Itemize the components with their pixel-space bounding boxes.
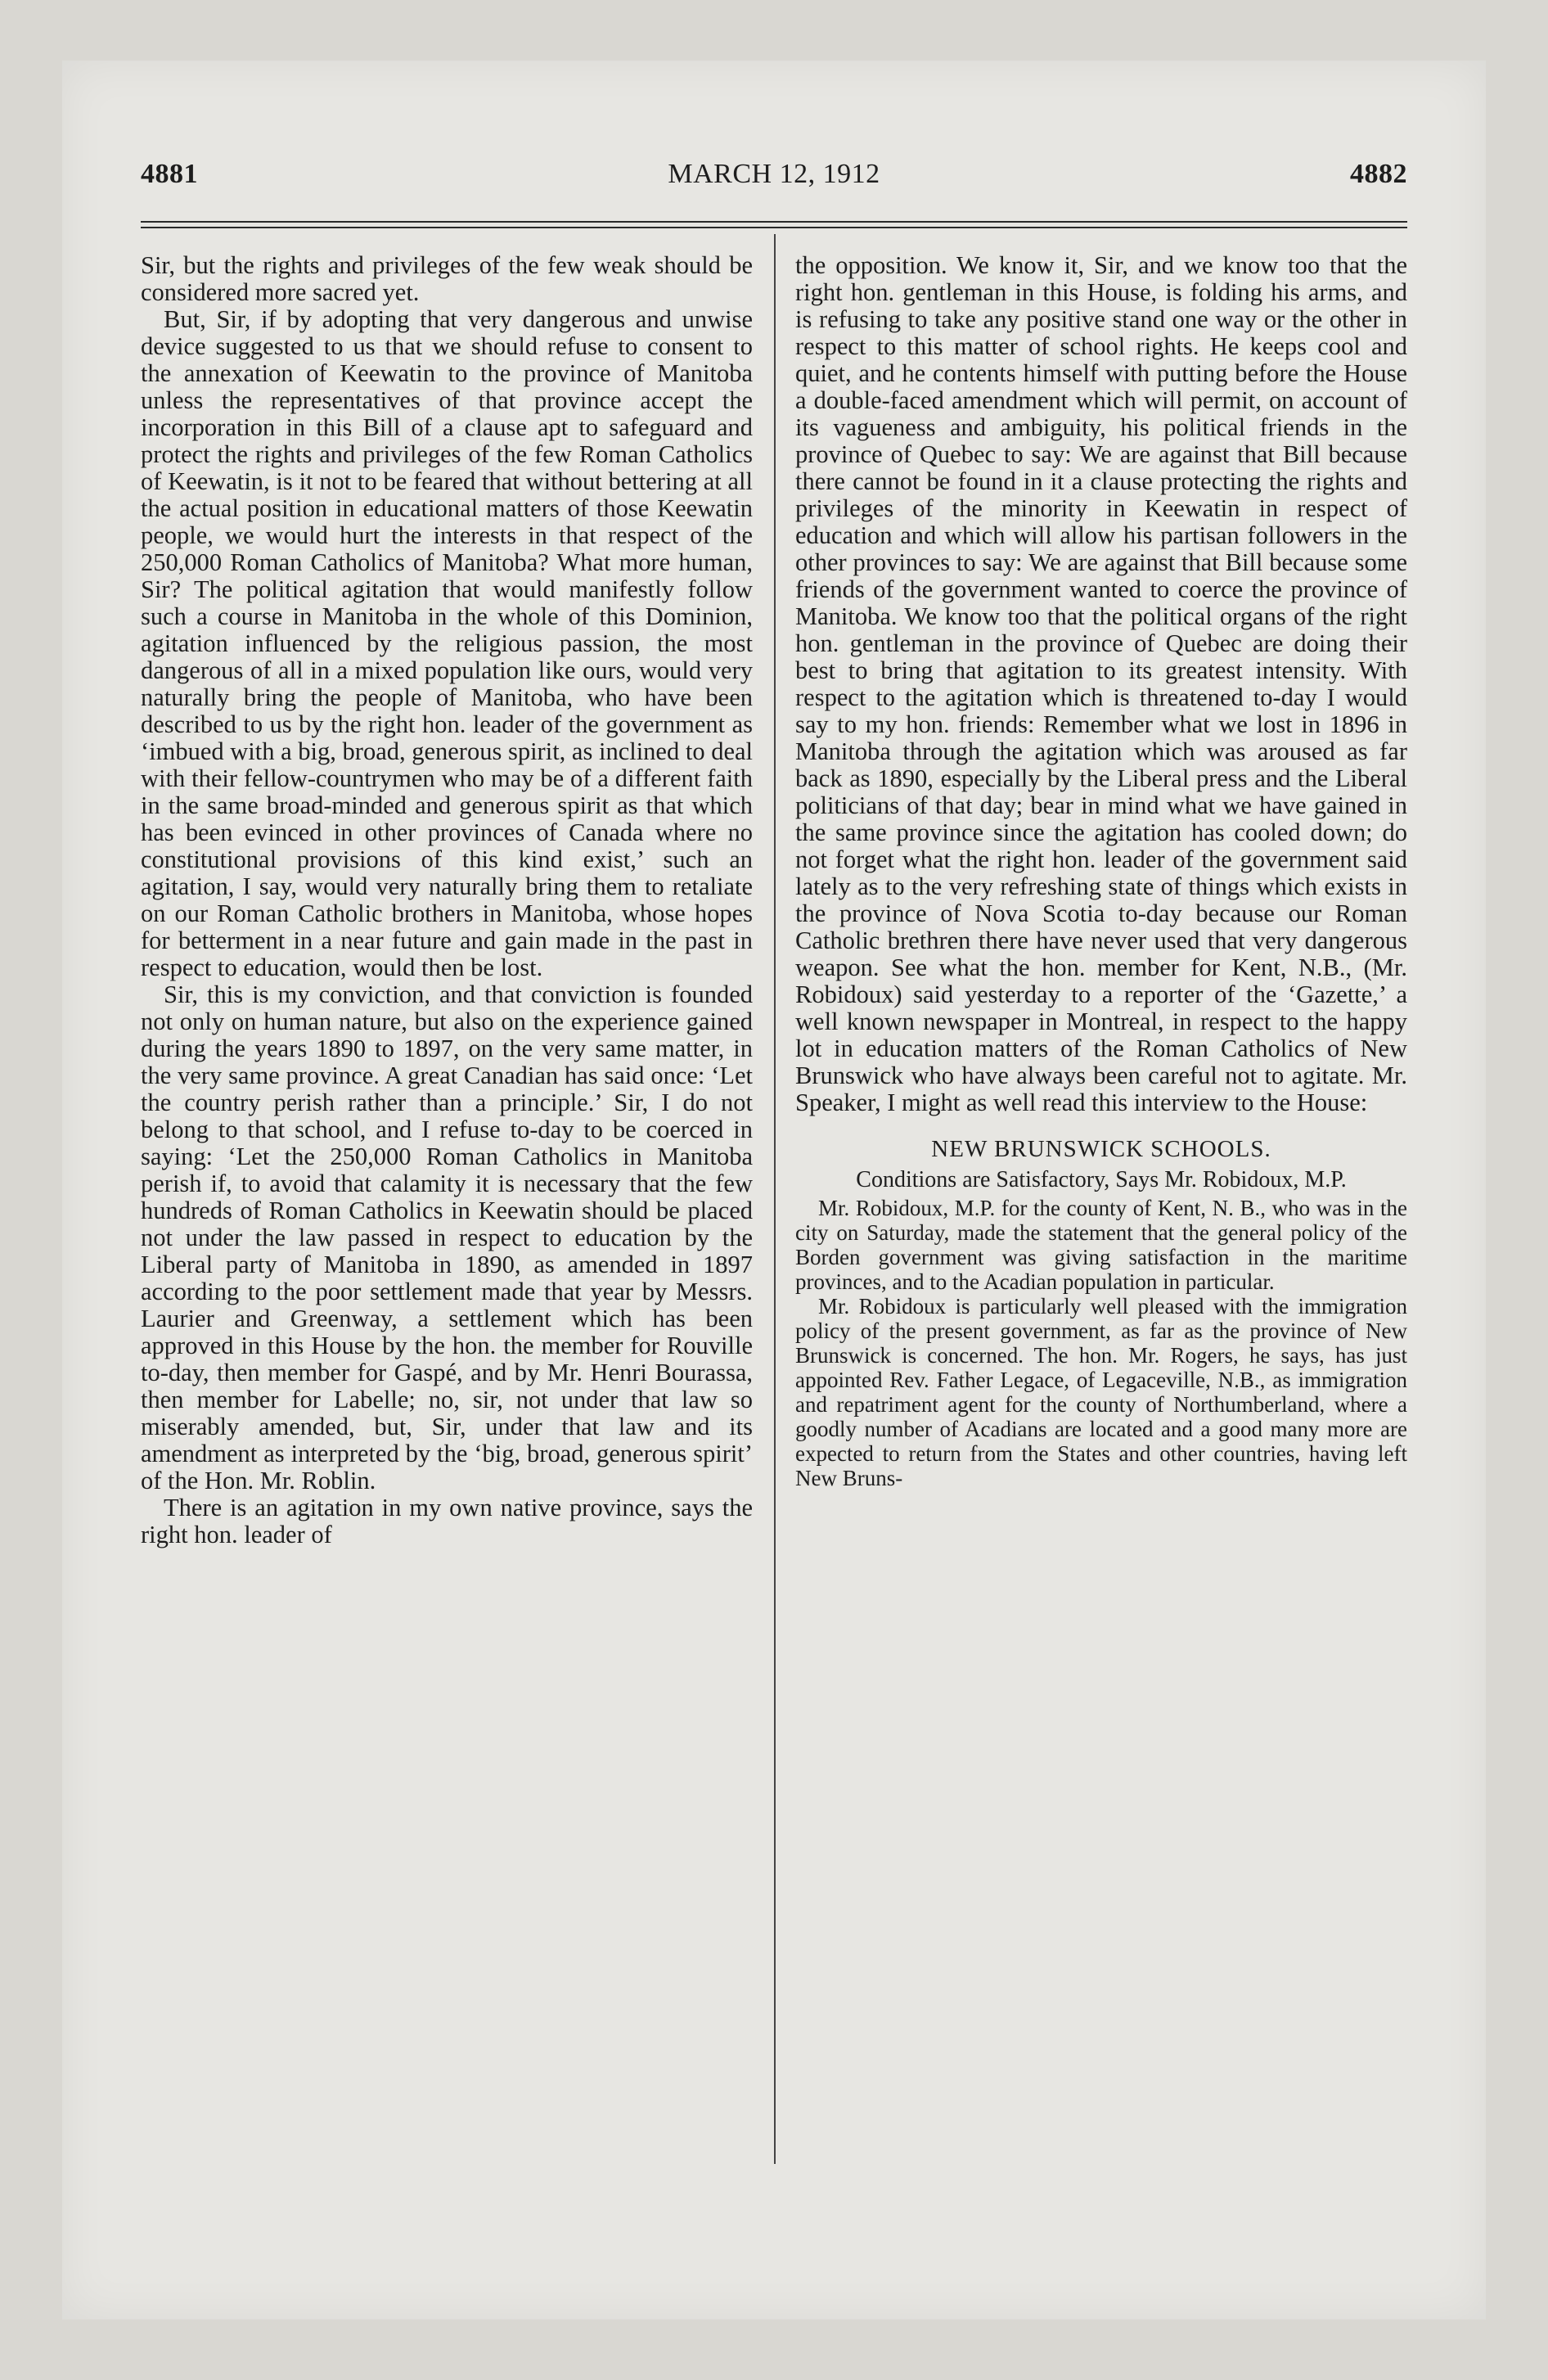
left-paragraph-1: Sir, but the rights and privileges of the few weak should be considered more sacred yet. [141, 251, 753, 306]
page-number-right: 4882 [1350, 159, 1407, 189]
right-paragraph-1: the opposition. We know it, Sir, and we know too that the right hon. gentleman in this House, is folding his arms, and is refusing to take any positive stand one way or the other in respect to this matter of school rights. He keeps cool and quiet, and he contents himself with putting before the House a double-faced amendment which will permit, on account of its vagueness and ambiguity, his political friends in the province of Quebec to say: We are against that Bill because there cannot be found in it a clause protecting the rights and privileges of the minority in Keewatin in respect of education and which will allow his partisan followers in the other provinces to say: We are against that Bill because some friends of the government wanted to coerce the province of Manitoba. We know too that the political organs of the right hon. gentleman in the province of Quebec are doing their best to bring that agitation to its greatest intensity. With respect to the agitation which is threatened to-day I would say to my hon. friends: Remember what we lost in 1896 in Manitoba through the agitation which was aroused as far back as 1890, especially by the Liberal press and the Liberal politicians of that day; bear in mind what we have gained in the same province since the agitation has cooled down; do not forget what the right hon. leader of the government said lately as to the very refreshing state of things which exists in the province of Nova Scotia to-day because our Roman Catholic brethren there have never used that very dangerous weapon. See what the hon. member for Kent, N.B., (Mr. Robidoux) said yesterday to a reporter of the ‘Gazette,’ a well known newspaper in Montreal, in respect to the happy lot in education matters of the Roman Catholics of New Brunswick who have always been careful not to agitate. Mr. Speaker, I might as well read this interview to the House: [795, 251, 1407, 1116]
clipping-title: NEW BRUNSWICK SCHOOLS. [931, 1136, 1271, 1162]
clipping-subtitle: Conditions are Satisfactory, Says Mr. Robidoux, M.P. [856, 1167, 1347, 1192]
left-column [141, 252, 753, 1548]
left-paragraph-4: There is an agitation in my own native province, says the right hon. leader of [141, 1494, 753, 1548]
page-number-left: 4881 [141, 159, 198, 189]
page-date: MARCH 12, 1912 [668, 159, 880, 189]
header-rule-bottom [141, 227, 1407, 228]
right-column [795, 252, 1407, 1490]
left-paragraph-2: But, Sir, if by adopting that very dangerous and unwise device suggested to us that we should refuse to consent to the annexation of Keewatin to the province of Manitoba unless the representatives of that province accept the incorporation in this Bill of a clause apt to safeguard and protect the rights and privileges of the few Roman Catholics of Keewatin, is it not to be feared that without bettering at all the actual position in educational matters of those Keewatin people, we would hurt the interests in that respect of the 250,000 Roman Catholics of Manitoba? What more human, Sir? The political agitation that would manifestly follow such a course in Manitoba in the whole of this Dominion, agitation influenced by the religious passion, the most dangerous of all in a mixed population like ours, would very naturally bring the people of Manitoba, who have been described to us by the right hon. leader of the government as ‘imbued with a big, broad, generous spirit, as inclined to deal with their fellow-countrymen who may be of a different faith in the same broad-minded and generous spirit as that which has been evinced in other provinces of Canada where no constitutional provisions of this kind exist,’ such an agitation, I say, would very naturally bring them to retaliate on our Roman Catholic brothers in Manitoba, whose hopes for betterment in a near future and gain made in the past in respect to education, would then be lost. [141, 305, 753, 981]
left-paragraph-3: Sir, this is my conviction, and that conviction is founded not only on human nature, but also on the experience gained during the years 1890 to 1897, on the very same matter, in the very same province. A great Canadian has said once: ‘Let the country perish rather than a principle.’ Sir, I do not belong to that school, and I refuse to-day to be coerced in saying: ‘Let the 250,000 Roman Catholics in Manitoba perish if, to avoid that calamity it is necessary that the few hundreds of Roman Catholics in Keewatin should be placed not under the law passed in respect to education by the Liberal party of Manitoba in 1890, as amended in 1897 according to the poor settlement made that year by Messrs. Laurier and Greenway, a settlement which has been approved in this House by the hon. the member for Rouville to-day, then member for Gaspé, and by Mr. Henri Bourassa, then member for Labelle; no, sir, not under that law so miserably amended, but, Sir, under that law and its amendment as interpreted by the ‘big, broad, generous spirit’ of the Hon. Mr. Roblin. [141, 980, 753, 1494]
clipping-paragraph-2: Mr. Robidoux is particularly well pleased with the immigration policy of the present government, as far as the province of New Brunswick is concerned. The hon. Mr. Rogers, he says, has just appointed Rev. Father Legace, of Legaceville, N.B., as immigration and repatriment agent for the county of Northumberland, where a goodly number of Acadians are located and a good many more are expected to return from the States and other countries, having left New Bruns- [795, 1294, 1407, 1490]
header-rule-top [141, 221, 1407, 223]
page-header [141, 159, 1407, 208]
column-divider [774, 234, 776, 2164]
clipping-paragraph-1: Mr. Robidoux, M.P. for the county of Kent, N. B., who was in the city on Saturday, made the statement that the general policy of the Borden government was giving satisfaction in the maritime provinces, and to the Acadian population in particular. [795, 1196, 1407, 1294]
page-sheet [62, 61, 1486, 2319]
